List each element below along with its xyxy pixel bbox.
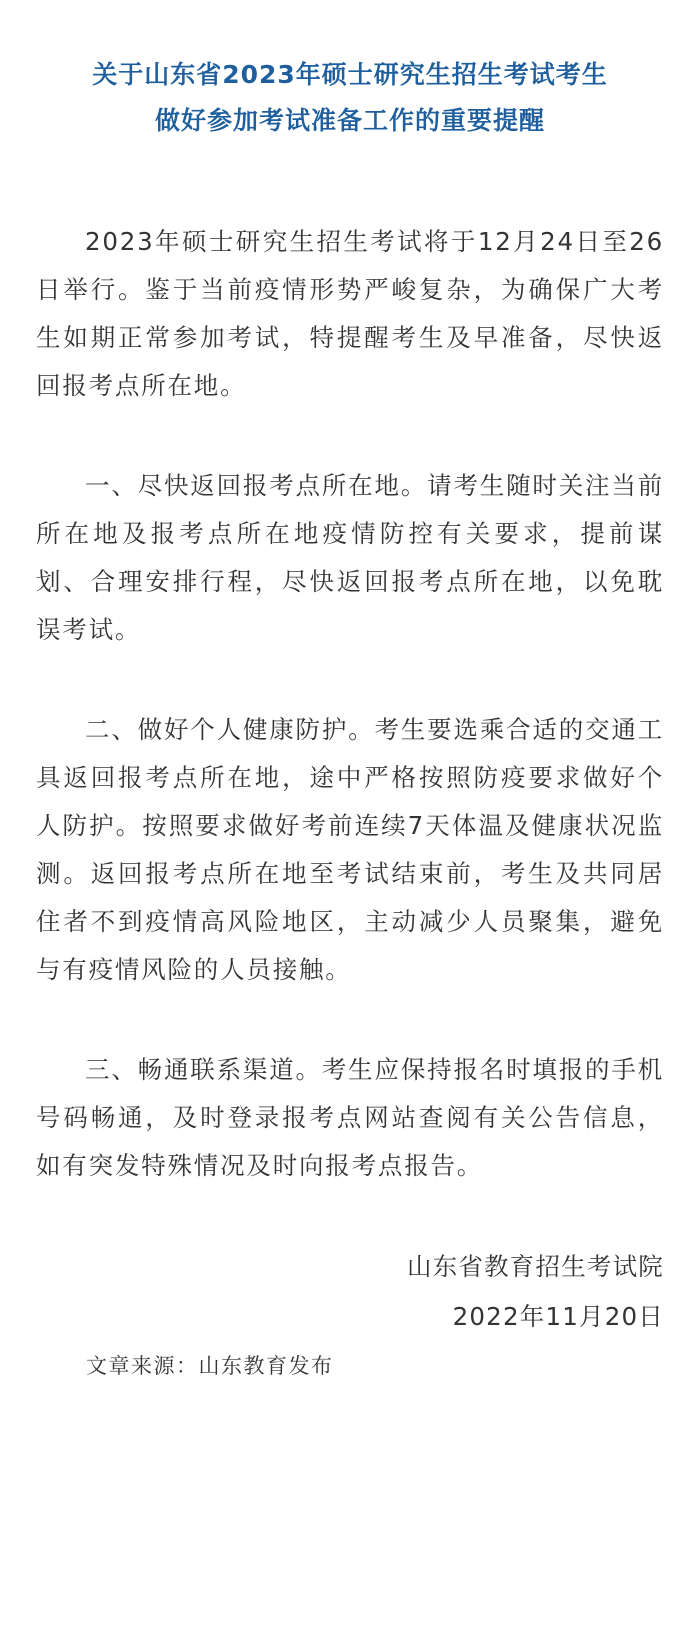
issue-date: 2022年11月20日 (452, 1302, 664, 1331)
title-line-2: 做好参加考试准备工作的重要提醒 (154, 106, 545, 135)
article-source: 文章来源：山东教育发布 (86, 1354, 334, 1378)
signature-block (36, 1242, 664, 1342)
section-2-paragraph: 二、做好个人健康防护。考生要选乘合适的交通工具返回报考点所在地，途中严格按照防疫要求做好个人防护。按照要求做好考前连续7天体温及健康状况监测。返回报考点所在地至考试结束前，考生及共同居住者不到疫情高风险地区，主动减少人员聚集，避免与有疫情风险的人员接触。 (36, 715, 664, 984)
section-3-paragraph: 三、畅通联系渠道。考生应保持报名时填报的手机号码畅通，及时登录报考点网站查阅有关公告信息，如有突发特殊情况及时向报考点报告。 (36, 1055, 664, 1180)
issuer-name: 山东省教育招生考试院 (407, 1252, 664, 1281)
intro-paragraph: 2023年硕士研究生招生考试将于12月24日至26日举行。鉴于当前疫情形势严峻复杂，为确保广大考生如期正常参加考试，特提醒考生及早准备，尽快返回报考点所在地。 (36, 227, 664, 400)
title-line-1: 关于山东省2023年硕士研究生招生考试考生 (92, 60, 608, 89)
article-body (36, 218, 664, 1190)
article-title (36, 0, 664, 144)
section-1-paragraph: 一、尽快返回报考点所在地。请考生随时关注当前所在地及报考点所在地疫情防控有关要求，提前谋划、合理安排行程，尽快返回报考点所在地，以免耽误考试。 (36, 471, 664, 644)
